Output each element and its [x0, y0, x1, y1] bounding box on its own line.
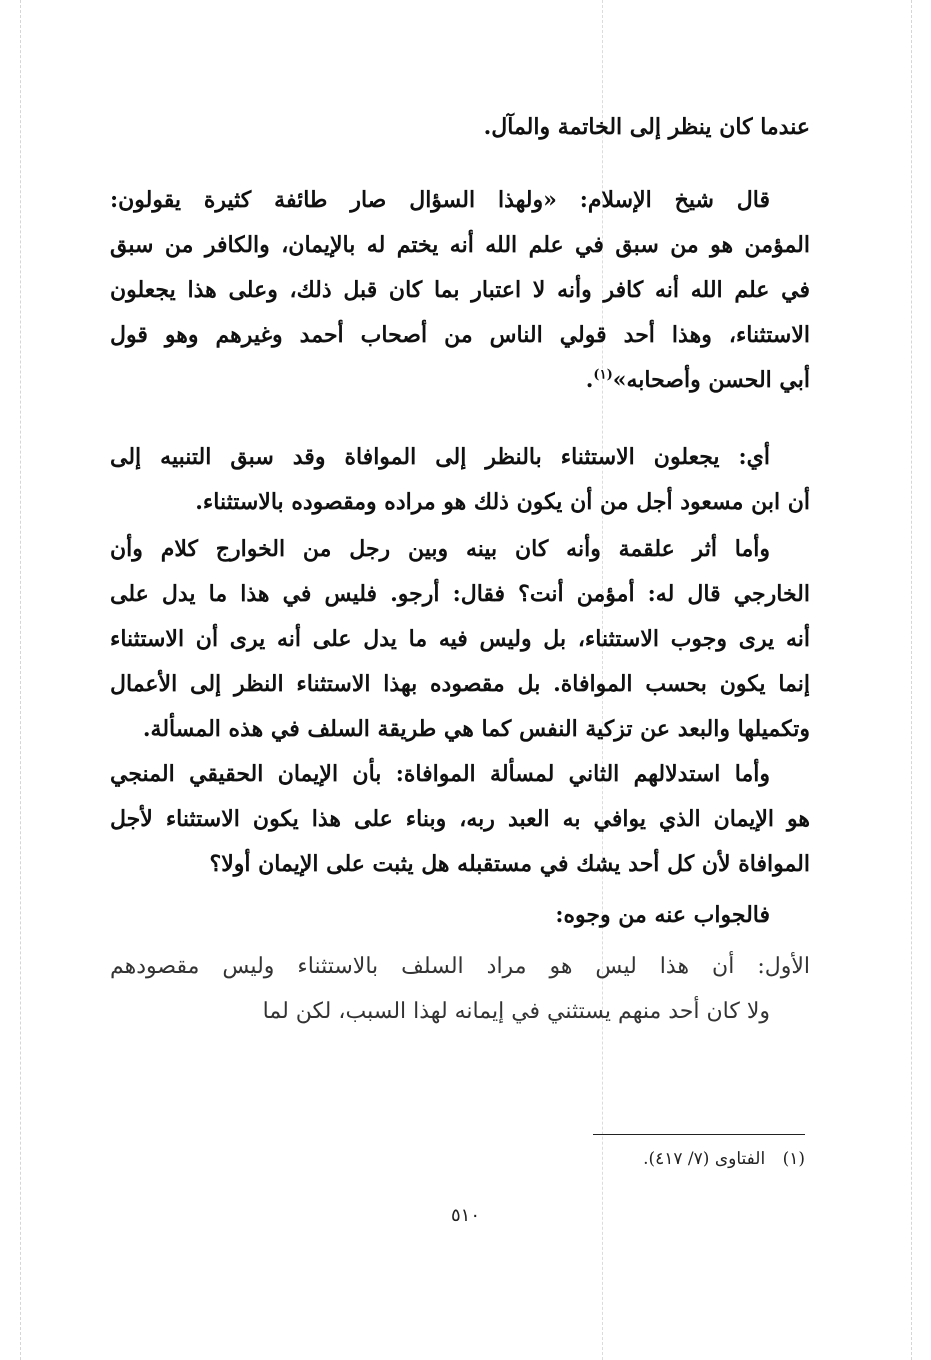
- paragraph-7: [110, 944, 810, 1034]
- text-line: وأما استدلالهم الثاني لمسألة الموافاة: بأن الإيمان الحقيقي المنجي: [110, 761, 770, 787]
- paragraph-5: [110, 752, 810, 887]
- text-line: فالجواب عنه من وجوه:: [555, 902, 770, 928]
- text-fragment: .: [585, 367, 594, 393]
- footnote-marker: (١): [593, 367, 613, 383]
- footnote-separator: [593, 1134, 805, 1135]
- text-line: في علم الله أنه كافر وأنه لا اعتبار بما كان قبل ذلك، وعلى هذا يجعلون: [110, 277, 810, 303]
- text-line: أنه يرى وجوب الاستثناء، بل وليس فيه ما يدل على أنه يرى أن الاستثناء: [110, 626, 810, 652]
- text-line: أن ابن مسعود أجل من أن يكون ذلك هو مراده ومقصوده بالاستثناء.: [195, 489, 810, 515]
- paragraph-1: [110, 105, 810, 150]
- paragraph-2-quote: [110, 178, 810, 403]
- text-line: وتكميلها والبعد عن تزكية النفس كما هي طريقة السلف في هذه المسألة.: [142, 716, 810, 742]
- footnote: [593, 1149, 805, 1169]
- main-text: [110, 105, 810, 1034]
- text-line: المؤمن هو من سبق في علم الله أنه يختم له بالإيمان، والكافر من سبق: [110, 232, 810, 258]
- scan-guide-line: [20, 0, 21, 1360]
- paragraph-3: [110, 435, 810, 525]
- text-line: الأول: أن هذا ليس هو مراد السلف بالاستثناء وليس مقصودهم: [110, 954, 810, 979]
- text-line: الموافاة لأن كل أحد يشك في مستقبله هل يثبت على الإيمان أولا؟: [209, 851, 810, 877]
- footnote-text: الفتاوى (٧/ ٤١٧).: [643, 1149, 766, 1169]
- text-line: الاستثناء، وهذا أحد قولي الناس من أصحاب أحمد وغيرهم وهو قول: [110, 322, 810, 348]
- text-line: قال شيخ الإسلام: «ولهذا السؤال صار طائفة كثيرة يقولون:: [110, 187, 770, 213]
- text-line: وأما أثر علقمة وأنه كان بينه وبين رجل من الخوارج كلام وأن: [110, 536, 770, 562]
- text-line: [110, 358, 810, 403]
- text-line: هو الإيمان الذي يوافي به العبد ربه، وبناء على هذا يكون الاستثناء لأجل: [110, 806, 810, 832]
- footnote-marker: (١): [782, 1149, 805, 1169]
- text-line: إنما يكون بحسب الموافاة. بل مقصوده بهذا الاستثناء النظر إلى الأعمال: [110, 671, 810, 697]
- text-line: ولا كان أحد منهم يستثني في إيمانه لهذا السبب، لكن لما: [262, 999, 770, 1024]
- text-line: الخارجي قال له: أمؤمن أنت؟ فقال: أرجو. فليس في هذا ما يدل على: [110, 581, 810, 607]
- scan-guide-line: [911, 0, 912, 1360]
- text-line: أي: يجعلون الاستثناء بالنظر إلى الموافاة وقد سبق التنبيه إلى: [110, 444, 770, 470]
- paragraph-6: [110, 893, 810, 938]
- text-fragment: أبي الحسن وأصحابه»: [612, 367, 810, 393]
- page-number: ٥١٠: [450, 1205, 480, 1226]
- paragraph-4: [110, 527, 810, 752]
- text-line: عندما كان ينظر إلى الخاتمة والمآل.: [483, 114, 810, 140]
